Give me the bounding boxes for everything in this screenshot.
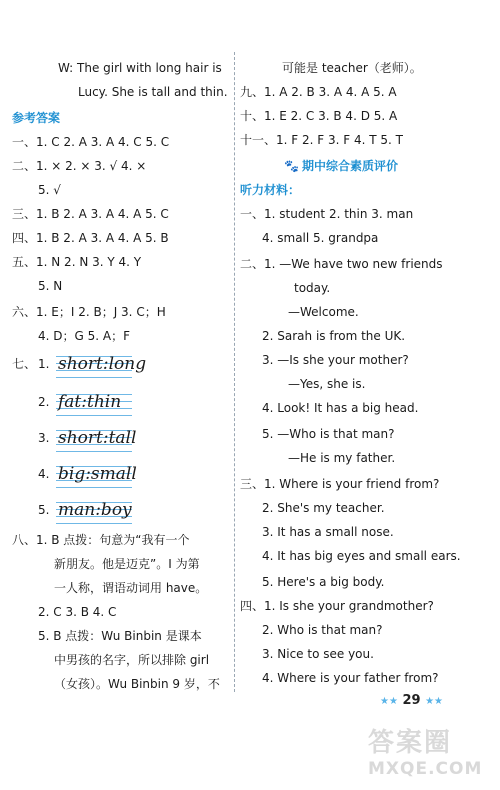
page-number	[380, 693, 443, 708]
answer-5: 五、1. N 2. N 3. Y 4. Y	[12, 255, 142, 269]
listen-1: 一、1. student 2. thin 3. man	[240, 207, 414, 221]
star-icon: ★★	[380, 696, 398, 707]
answer-7-num-5: 5.	[38, 503, 50, 517]
answer-8-2: 新朋友。他是迈克”。I 为第	[54, 557, 200, 571]
listen-3-2: 2. She's my teacher.	[262, 501, 385, 515]
handwriting-box-3	[56, 424, 137, 452]
listen-4-2: 2. Who is that man?	[262, 623, 383, 637]
answer-4: 四、1. B 2. A 3. A 4. A 5. B	[12, 231, 169, 245]
handwriting-2: fat:thin	[58, 392, 122, 412]
right-answer-10: 十、1. E 2. C 3. B 4. D 5. A	[240, 109, 398, 123]
answer-8-5: 5. B 点拨：Wu Binbin 是课本	[38, 629, 202, 643]
star-icon: ★★	[425, 696, 444, 707]
answer-7-num-2: 2.	[38, 395, 50, 409]
listen-3-3: 3. It has a small nose.	[262, 525, 394, 539]
watermark-logo	[368, 722, 496, 786]
answer-3: 三、1. B 2. A 3. A 4. A 5. C	[12, 207, 169, 221]
answer-7-num-3: 3.	[38, 431, 50, 445]
listen-2-1: 二、1. —We have two new friends	[240, 257, 443, 271]
intro-line-1: W: The girl with long hair is	[58, 61, 222, 75]
answer-2b: 5. √	[38, 183, 61, 197]
watermark-bottom: MXQE.COM	[368, 759, 483, 779]
answer-7-label: 七、	[12, 357, 37, 371]
answer-1: 一、1. C 2. A 3. A 4. C 5. C	[12, 135, 170, 149]
right-line-0: 可能是 teacher（老师）。	[282, 61, 422, 75]
handwriting-5: man:boy	[58, 500, 132, 520]
answer-8-3: 一人称，谓语动词用 have。	[54, 581, 208, 595]
handwriting-box-4	[56, 460, 137, 488]
handwriting-box-2	[56, 388, 132, 416]
answer-6b: 4. D；G 5. A；F	[38, 329, 130, 343]
right-answer-11: 十一、1. F 2. F 3. F 4. T 5. T	[240, 133, 403, 147]
listen-1b: 4. small 5. grandpa	[262, 231, 379, 245]
intro-line-2: Lucy. She is tall and thin.	[78, 85, 228, 99]
answer-8-7: （女孩）。Wu Binbin 9 岁，不	[54, 677, 220, 691]
watermark-top: 答案圈	[368, 728, 453, 758]
handwriting-1: short:long	[58, 354, 147, 374]
listen-4-3: 3. Nice to see you.	[262, 647, 374, 661]
listen-2-4: 4. Look! It has a big head.	[262, 401, 419, 415]
listen-2-1b: today.	[294, 281, 331, 295]
column-divider	[234, 52, 235, 692]
answer-8-1: 八、1. B 点拨：句意为“我有一个	[12, 533, 190, 547]
listen-2-2: 2. Sarah is from the UK.	[262, 329, 406, 343]
listen-2-5: 5. —Who is that man?	[262, 427, 395, 441]
answer-5b: 5. N	[38, 279, 63, 293]
paw-icon: 🐾	[284, 159, 299, 173]
midterm-title	[284, 158, 398, 174]
midterm-title-text: 期中综合素质评价	[301, 159, 398, 173]
listen-3-5: 5. Here's a big body.	[262, 575, 385, 589]
listen-2-5b: —He is my father.	[288, 451, 396, 465]
handwriting-3: short:tall	[58, 428, 137, 448]
listening-title: 听力材料：	[240, 183, 301, 197]
section-title-answers: 参考答案	[12, 111, 61, 125]
listen-3-1: 三、1. Where is your friend from?	[240, 477, 440, 491]
handwriting-box-5	[56, 496, 132, 524]
listen-2-3: 3. —Is she your mother?	[262, 353, 409, 367]
handwriting-4: big:small	[58, 464, 137, 484]
answer-2: 二、1. × 2. × 3. √ 4. ×	[12, 159, 147, 173]
right-answer-9: 九、1. A 2. B 3. A 4. A 5. A	[240, 85, 397, 99]
answer-6: 六、1. E；I 2. B；J 3. C；H	[12, 305, 166, 319]
answer-8-6: 中男孩的名字，所以排除 girl	[54, 653, 210, 667]
listen-2-3b: —Yes, she is.	[288, 377, 366, 391]
answer-8-4: 2. C 3. B 4. C	[38, 605, 117, 619]
listen-3-4: 4. It has big eyes and small ears.	[262, 549, 461, 563]
answer-7-num-4: 4.	[38, 467, 50, 481]
page-number-text: 29	[402, 693, 421, 708]
handwriting-box-1	[56, 350, 147, 378]
listen-4-4: 4. Where is your father from?	[262, 671, 439, 685]
listen-2-1c: —Welcome.	[288, 305, 359, 319]
answer-7-num-1: 1.	[38, 357, 50, 371]
listen-4-1: 四、1. Is she your grandmother?	[240, 599, 434, 613]
